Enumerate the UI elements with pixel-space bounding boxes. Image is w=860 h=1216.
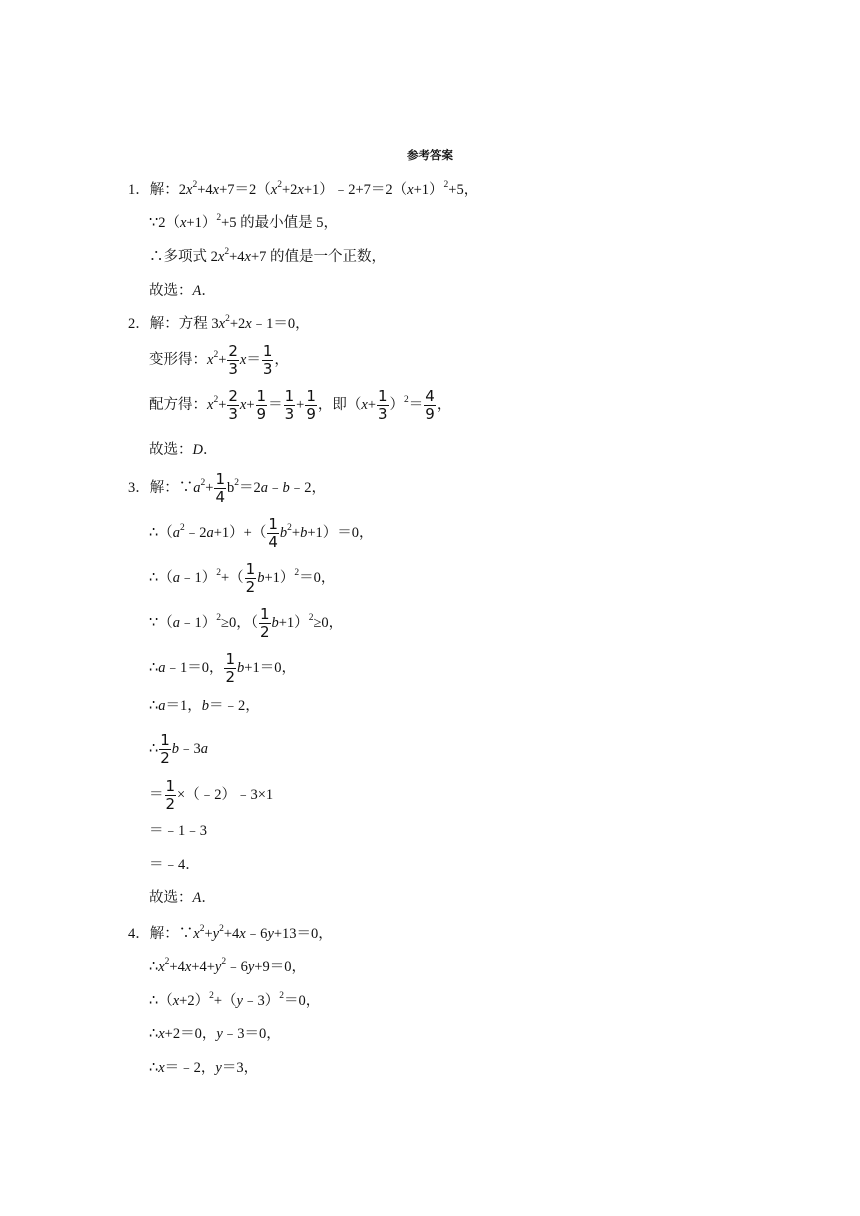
- q4-line-1: 4．解：$\because x^2+y^2+4x﹣6y+13=0$，: [128, 924, 333, 942]
- fraction: $\frac{1}{3}$: [284, 387, 295, 423]
- fraction: $\frac{1}{9}$: [256, 387, 267, 423]
- fraction: $\frac{1}{2}$: [245, 560, 256, 596]
- q2-line-1: 2．解：方程 $3x^2+2x﹣1=0$，: [128, 314, 310, 332]
- q3-line-8: ＝ $\frac{1}{2}$ ×（﹣2）﹣3×1: [149, 777, 274, 813]
- q4-line-5: ∴x＝﹣2，y＝3，: [149, 1060, 259, 1076]
- q1-line-4: 故选：A．: [149, 283, 216, 299]
- q3-line-1: 3．解：$\because a^2+$ $\frac{1}{4}$ $b^2=2a﹣b﹣2$，: [128, 470, 326, 506]
- fraction: $\frac{2}{3}$: [228, 342, 238, 378]
- q4-line-2: $\therefore x^2+4x+4+y^2﹣6y+9=0$，: [149, 957, 306, 975]
- fraction: $\frac{1}{2}$: [165, 777, 176, 813]
- q1-line-1: 1．解：$2x^2+4x+7=2(x^2+2x+1)﹣2+7=2(x+1)^2+5$，: [128, 180, 479, 198]
- q4-line-4: ∴x+2＝0，y﹣3＝0，: [149, 1026, 281, 1042]
- q1-line-3: ∴多项式 $2x^2+4x+7$ 的值是一个正数，: [149, 247, 386, 265]
- fraction: $\frac{1}{2}$: [160, 731, 170, 767]
- fraction: $\frac{1}{9}$: [306, 387, 316, 423]
- fraction: $\frac{1}{3}$: [262, 342, 273, 378]
- q3-line-7: ∴ $\frac{1}{2}$ b﹣3a: [149, 731, 209, 767]
- q2-line-3: 配方得：$x^2+$ $\frac{2}{3}$ x+ $\frac{1}{9}$ ＝ $\frac{1}{3}$ + $\frac{1}{9}$ ，即（x+ $\frac{1}{3}$ ）$^2$＝ $\frac{4}{9}$ ，: [149, 387, 452, 423]
- fraction: $\frac{1}{4}$: [215, 470, 225, 506]
- q3-line-6: ∴a＝1，b＝﹣2，: [149, 698, 260, 714]
- q1-line-2: $\because 2(x+1)^2+5$ 的最小值是 5，: [149, 213, 339, 231]
- fraction: $\frac{1}{4}$: [268, 515, 278, 551]
- q2-line-4: 故选：D．: [149, 442, 218, 458]
- fraction: $\frac{4}{9}$: [425, 387, 435, 423]
- fraction: $\frac{1}{2}$: [259, 605, 270, 641]
- page-title: 参考答案: [407, 148, 453, 162]
- fraction: $\frac{1}{2}$: [225, 650, 236, 686]
- fraction: $\frac{2}{3}$: [228, 387, 238, 423]
- q4-line-3: $\therefore(x+2)^2+(y﹣3)^2=0$，: [149, 991, 321, 1009]
- fraction: $\frac{1}{3}$: [378, 387, 388, 423]
- q3-line-5: ∴a﹣1＝0， $\frac{1}{2}$ b+1＝0，: [149, 650, 296, 686]
- q2-line-2: 变形得：$x^2+$ $\frac{2}{3}$ x＝ $\frac{1}{3}$ ，: [149, 342, 289, 378]
- q3-line-2: $\therefore(a^2﹣2a+1)+$（ $\frac{1}{4}$ $b^2+b+1)=0$，: [149, 515, 374, 551]
- q3-line-4: ∵（a﹣1）$^2$≥0，（ $\frac{1}{2}$ b+1）$^2$≥0，: [149, 605, 344, 641]
- q3-line-10: ＝﹣4．: [149, 857, 200, 873]
- q3-line-9: ＝﹣1﹣3: [149, 823, 207, 839]
- q3-line-11: 故选：A．: [149, 890, 216, 906]
- q3-line-3: ∴（a﹣1）$^2$+（ $\frac{1}{2}$ b+1）$^2$＝0，: [149, 560, 336, 596]
